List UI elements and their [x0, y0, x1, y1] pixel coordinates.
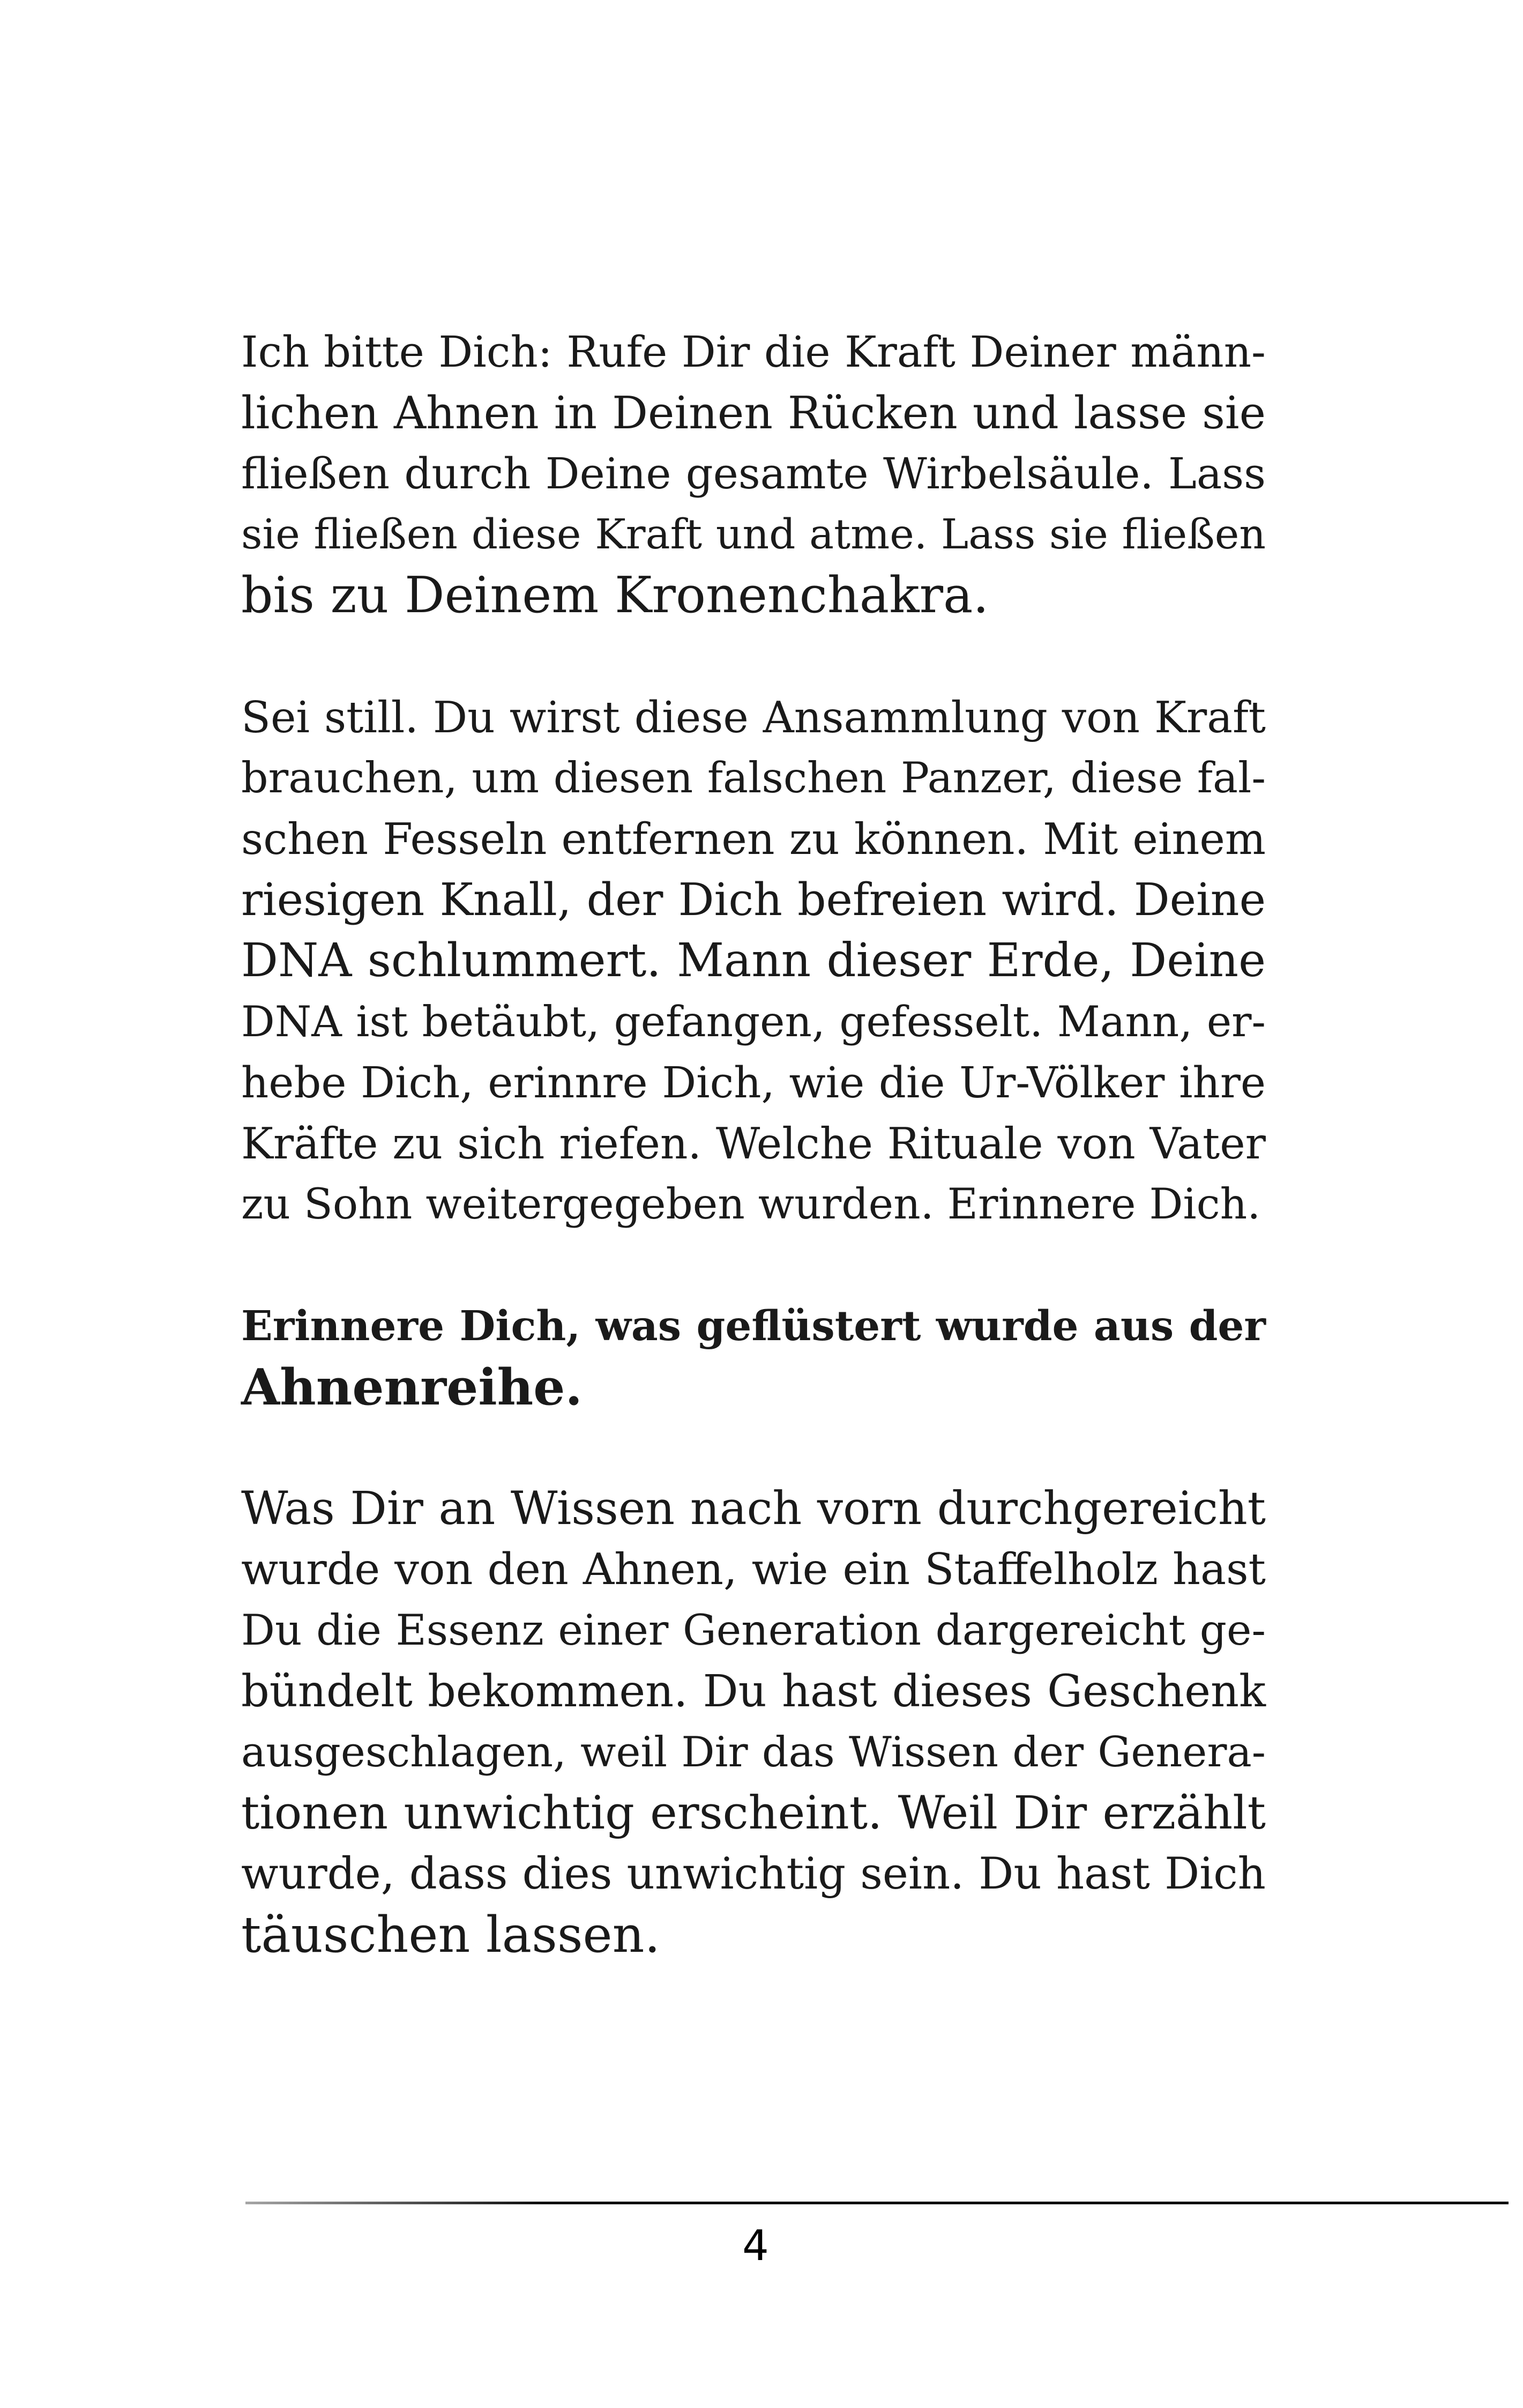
text-line: Sei still. Du wirst diese Ansammlung von Kraft [241, 692, 1266, 742]
text-line: DNA ist betäubt, gefangen, gefesselt. Mann, er- [241, 997, 1266, 1046]
text-line: wurde von den Ahnen, wie ein Staffelholz hast [241, 1544, 1266, 1595]
text-line: fließen durch Deine gesamte Wirbelsäule. Lass [241, 449, 1266, 499]
paragraph-3 [241, 1478, 1266, 1966]
text-line: täuschen lassen. [241, 1906, 661, 1964]
bold-heading [241, 1296, 1266, 1418]
text-line: wurde, dass dies unwichtig sein. Du hast Dich [241, 1848, 1266, 1899]
paragraph-1 [241, 322, 1266, 626]
text-line: Kräfte zu sich riefen. Welche Rituale von Vater [241, 1118, 1266, 1169]
text-line: schen Fesseln entfernen zu können. Mit einem [241, 813, 1266, 864]
paragraph-spacer [241, 1418, 1266, 1479]
text-line: ausgeschlagen, weil Dir das Wissen der Genera- [241, 1728, 1266, 1777]
text-line: bis zu Deinem Kronenchakra. [241, 566, 989, 625]
text-line: tionen unwichtig erscheint. Weil Dir erzählt [241, 1787, 1266, 1840]
text-line: zu Sohn weitergegeben wurden. Erinnere Dich. [241, 1179, 1261, 1229]
heading-line: Ahnenreihe. [241, 1358, 583, 1417]
page-content [241, 322, 1266, 1966]
text-line: Ich bitte Dich: Rufe Dir die Kraft Deiner männ- [241, 327, 1266, 377]
text-line: sie fließen diese Kraft und atme. Lass sie fließen [241, 510, 1266, 559]
text-line: brauchen, um diesen falschen Panzer, diese fal- [241, 753, 1266, 803]
page-number: 4 [742, 2222, 769, 2270]
paragraph-spacer [241, 626, 1266, 687]
text-line: riesigen Knall, der Dich befreien wird. Deine [241, 873, 1266, 926]
text-line: Was Dir an Wissen nach vorn durchgereicht [241, 1482, 1266, 1536]
text-line: lichen Ahnen in Deinen Rücken und lasse sie [241, 387, 1266, 439]
paragraph-spacer [241, 1235, 1266, 1296]
footer-rule-fade [245, 2202, 567, 2204]
text-line: hebe Dich, erinnre Dich, wie die Ur-Völker ihre [241, 1058, 1266, 1108]
text-line: Du die Essenz einer Generation dargereicht ge- [241, 1606, 1266, 1655]
paragraph-2 [241, 687, 1266, 1235]
text-line: DNA schlummert. Mann dieser Erde, Deine [241, 933, 1266, 987]
text-line: bündelt bekommen. Du hast dieses Geschenk [241, 1666, 1266, 1718]
heading-line: Erinnere Dich, was geflüstert wurde aus der [241, 1302, 1266, 1350]
